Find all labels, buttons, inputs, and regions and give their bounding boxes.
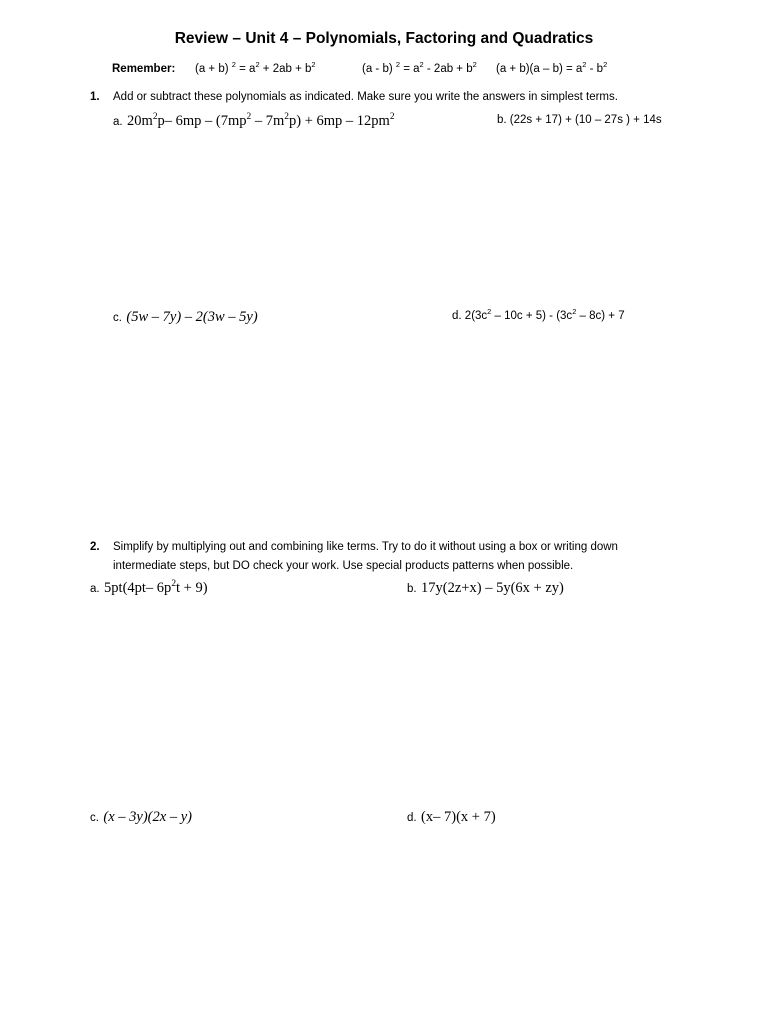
q2d-problem: d. (x– 7)(x + 7) — [407, 809, 496, 825]
identity-difference-of-squares: $(a + b)(a - b) = a^2 - b^2$ — [496, 60, 608, 75]
remember-label: Remember: — [112, 63, 176, 75]
identity-square-of-difference: (a - b) $^2 = a^2 - 2ab + b^2$ — [362, 60, 477, 75]
page-title: Review – Unit 4 – Polynomials, Factoring and Quadratics — [174, 30, 594, 47]
q1b-problem: b. (22s + 17) + (10 – 27s ) + 14s — [497, 114, 662, 126]
q2a-problem: a. 5pt(4pt– $6p^2t + 9$) — [90, 579, 208, 596]
q2b-problem: b. 17y(2z+x) – 5y(6x + zy) — [407, 580, 564, 596]
q2c-problem: c. (x – 3y)(2x – y) — [90, 809, 192, 825]
q1d-problem: d. $2(3c^2 - 10c + 5) - (3c^2 - 8c) + 7$ — [452, 307, 625, 322]
q1-number: 1. — [90, 91, 100, 103]
q2-number: 2. — [90, 541, 100, 553]
q1-instruction: Add or subtract these polynomials as indicated. Make sure you write the answers in simplest terms. — [113, 91, 618, 103]
identity-square-of-sum: (a + b) $^2 = a^2 + 2ab + b^2$ — [195, 60, 316, 75]
q1a-problem: a. $20m^2p-$ $6mp - (7mp^2 - 7m^2p) + 6mp - 12pm^2$ — [113, 112, 395, 129]
q2-instruction-line1: Simplify by multiplying out and combining like terms. Try to do it without using a box or writing down — [113, 541, 618, 553]
q2-instruction-line2: intermediate steps, but DO check your work. Use special products patterns when possible. — [113, 560, 574, 572]
q1c-problem: c. (5w – 7y) – 2(3w – 5y) — [113, 309, 258, 325]
